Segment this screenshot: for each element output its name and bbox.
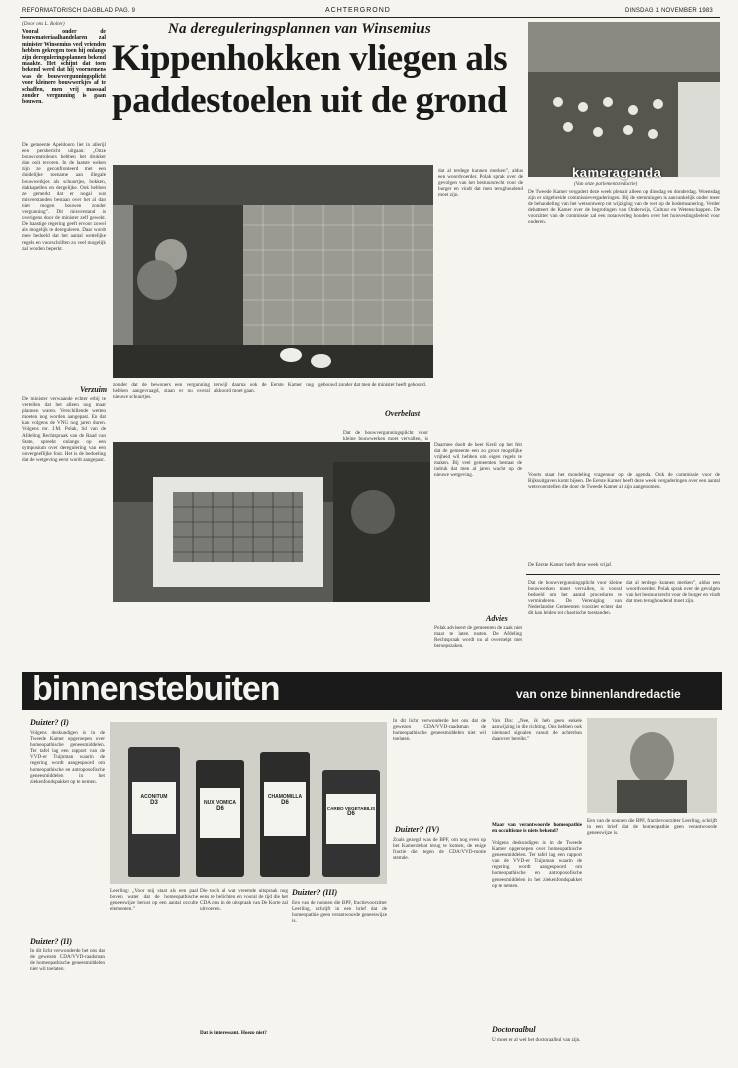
bottle-1-label: ACONITUM bbox=[140, 794, 168, 800]
section-body-6: U moet er al wel het doctoraalbul van zijn. bbox=[492, 1037, 581, 1043]
portrait-photo bbox=[587, 718, 717, 813]
headline-line-1: Kippenhokken vliegen als bbox=[112, 38, 508, 79]
section-question-2: Dat is interessant. Hoezo niet? bbox=[200, 1030, 267, 1036]
binnenstebuiten-title: binnenstebuiten bbox=[32, 670, 280, 708]
header-center: ACHTERGROND bbox=[325, 7, 391, 14]
binnenstebuiten-subtitle: van onze binnenlandredactie bbox=[516, 687, 681, 701]
section-body-1: Volgens deskundigen is in de Tweede Kamer opgeroepen over homeopathische geneesmiddelen. Ter tafel lag een rapport van de VVD-er Tuijnman waarin de regering wordt aangespoord om homeopathische en antroposofische geneesmiddelen in het ziekenfondspakket op te nemen. bbox=[30, 730, 105, 785]
photo-caption-3: gebouwd zonder dat men de minister heeft gehoord. bbox=[318, 382, 427, 388]
photo-caption-2: terwijl daarna ook de Eerste Kamer nog akkoord moet gaan. bbox=[214, 382, 314, 395]
headline-line-2: paddestoelen uit de grond bbox=[112, 80, 507, 121]
parliament-photo bbox=[528, 22, 720, 177]
bottle-1 bbox=[128, 747, 180, 877]
kicker: Na dereguleringsplannen van Winsemius bbox=[168, 21, 431, 37]
chicken-coop-photo bbox=[113, 165, 433, 378]
header-rule bbox=[20, 17, 720, 18]
section-body-4: Zoals gezegd was de BPF, om nog even op het Kamerdebat terug te komen, de enige fractie die tegen de CDA/VVD-motie stemde. bbox=[393, 837, 486, 862]
photo-caption-1: zonder dat de bewoners een vergunning hebben aangevraagd, staan er nu overal nieuwe schuurtjes. bbox=[113, 382, 210, 401]
photo-caption-4: Dat de bouwvergunningsplicht voor kleine bouwwerken moet vervallen, is bbox=[343, 430, 428, 443]
bottle-4-label: CARBO VEGETABILIS bbox=[326, 806, 376, 811]
binnenstebuiten-banner bbox=[22, 672, 722, 710]
subhead-verzuim: Verzuim bbox=[80, 385, 108, 394]
header-right: DINSDAG 1 NOVEMBER 1983 bbox=[625, 8, 713, 14]
bottle-2-label: NUX VOMICA bbox=[204, 800, 236, 806]
bottle-2-dose: D6 bbox=[216, 806, 224, 812]
bottle-2 bbox=[196, 760, 244, 877]
kameragenda-title: kameragenda bbox=[572, 165, 662, 180]
body-paragraph-6: Polak adviseert de gemeenten de zaak niet maar te laten rusten. De Afdeling Rechtspraak wordt nu al overstelpt met beroepszaken. bbox=[434, 625, 522, 650]
bottle-3-dose: D6 bbox=[281, 800, 289, 806]
column-continuation-2: dat al terdege kunnen merken”, aldus een woordvoerder. Polak sprak over de gevolgen van het bestuursrecht voor de burger en vindt dat men terughoudend moet zijn. bbox=[626, 580, 720, 605]
subhead-advies: Advies bbox=[486, 614, 508, 623]
bottle-4-dose: D6 bbox=[347, 811, 355, 817]
kameragenda-body-2: Voorts staat het mondeling vragenuur op de agenda. Ook de commissie voor de Rijksuitgaven komt bijeen. De Eerste Kamer heeft deze week vergaderingen over een aantal wetsvoorstellen die door de Tweede Kamer al zijn aangenomen. bbox=[528, 472, 720, 491]
portrait-illustration bbox=[587, 718, 717, 813]
section-heading-1: Duizter? (I) bbox=[30, 718, 69, 727]
rabbit-hutch-illustration bbox=[113, 442, 430, 602]
rabbit-hutch-photo bbox=[113, 442, 430, 602]
section-body-2: In dit licht verwonderde het ons dat de gewezen CDA/VVD-raadsman de homeopathische geneesmiddelen niet wil toelaten. bbox=[30, 948, 105, 973]
section-body-5: Van Dis: „Nee, ik heb geen enkele aanwijzing in die richting. Ons hebben ook niemand signalen vanuit de achterban daarover bereikt.” bbox=[492, 718, 582, 743]
bottle-4 bbox=[322, 770, 380, 877]
body-paragraph-4: dat al terdege kunnen merken”, aldus een woordvoerder. Polak sprak over de gevolgen van het bestuursrecht voor de burger en vindt dat men terughoudend moet zijn. bbox=[438, 168, 523, 199]
body-paragraph-2: De minister verwaande echter erbij te vertellen dat het alleen nog maar plannen waren. Verschillende wetten moeten nog worden aangepast. En dat kan volgens de VNG nog jaren duren. Volgens mr. J.M. Polak, lid van de Afdeling Rechtspraak van de Raad van State, spreekt onlangs op een symposium over deregulering van een onvergeeflijke fout. Het is de bedoeling dat de wetgeving eerst wordt aangepast. bbox=[22, 396, 106, 463]
section-body-8: Die toch al wat vreemde uitspraak nog eens te belichten en vooral de tijd die het CDA ons in de uitspraak van De Korte zal uitvoeren. bbox=[200, 888, 288, 913]
header-left: REFORMATORISCH DAGBLAD PAG. 9 bbox=[22, 8, 136, 14]
section-question: Maar van verantwoorde homeopathie en occultisme is niets bekend? bbox=[492, 822, 582, 835]
bottle-3 bbox=[260, 752, 310, 877]
body-paragraph-1: De gemeente Apeldoorn liet in allerijl een persbericht uitgaan: „Onze bouwcontroleurs hebben het drukker dan ooit tevoren. In de laatste weken zijn ze geconfronteerd met een duidelijke toename aan illegale bouwwerkjes als schuurtjes, hokken, dakkapellen en dergelijke. Ook hebben ze gemerkt dat er nogal wat misverstanden bestaan over het al dan niet mogen bouwen zonder vergunning”. Dit misverstand is overigens door de minister zelf gewekt. De haastige regering geeft ervoor zowel als mogelijk te dereguleren. Daar wordt mee bedoeld dat het aantal wettelijke regels en voorschriften zo veel mogelijk zal worden beperkt. bbox=[22, 142, 106, 252]
section-body-7: Leerling: „Voor mij staat als een paal boven water dat de homeopathische geneeswijze berust op een aantal occulte elementen.” bbox=[110, 888, 198, 913]
bottles-photo bbox=[110, 722, 387, 884]
body-paragraph-5: Daarmee doelt de heer Kreil op het feit dat de gemeente een zo groot mogelijke vrijheid wil hebben om eigen regels te maken. Bij veel gemeenten bestaat de indruk dat men al jaren wacht op de nieuwe wetgeving. bbox=[434, 442, 522, 479]
bottle-1-dose: D3 bbox=[150, 800, 158, 806]
lead-paragraph: Vooral onder de bouwmateriaalhandelaren zal minister Winsemius veel vrienden hebben gekregen toen hij onlangs zijn dereguleringsplannen bekend maakte. Het schijnt dat toen bekend werd dat hij voornemens was de bouwvergunningsplicht voor kleinere bouwwerkjes af te schaffen, men vrij massaal zonder vergunning is gaan bouwen. bbox=[22, 29, 106, 106]
chicken-coop-illustration bbox=[113, 165, 433, 378]
parliament-illustration bbox=[528, 22, 720, 177]
section-heading-2: Duizter? (II) bbox=[30, 937, 73, 946]
section-body-3: Een van de nonnen die BPF, fractievoorzitter Leerling, schrijft in een brief dat de homeopathie geen verantwoorde geneeswijze is. bbox=[292, 900, 387, 925]
section-body-4a: In dit licht verwonderde het ons dat de gewezen CDA/VVD-raadsman de homeopathische geneesmiddelen niet wil toelaten. bbox=[393, 718, 486, 743]
column-continuation-1: Dat de bouwvergunningsplicht voor kleine bouwwerken moet vervallen, is vooral bedoeld om het aantal procedures te verminderen. De Vereniging van Nederlandse Gemeenten voorziet echter dat dit kan leiden tot chaotische toestanden. bbox=[528, 580, 622, 617]
section-heading-4: Duizter? (IV) bbox=[395, 825, 440, 834]
kameragenda-body: De Tweede Kamer vergadert deze week plenair alleen op dinsdag en donderdag. Woensdag zijn er uitgebreide commissievergaderingen. Bij de stemmingen is aanvankelijk onder meer de behandeling van het wetsontwerp tot wijziging van de wet op de bodemsanering. Verder debatteert de Kamer over de begrotingen van Onderwijs, Cultuur en Wetenschappen. De voorzitter van de commissie zal een notaoverleg houden over het huisvestingsbeleid voor ouderen. bbox=[528, 189, 720, 226]
kameragenda-footer: De Eerste Kamer heeft deze week vrijaf. bbox=[528, 562, 613, 568]
kameragenda-rule bbox=[526, 574, 720, 575]
section-heading-3: Duizter? (III) bbox=[292, 888, 338, 897]
section-heading-5: Doctoraalbul bbox=[492, 1025, 536, 1034]
kameragenda-byline: (Van onze parlementsredactie) bbox=[574, 181, 638, 187]
bottle-3-label: CHAMOMILLA bbox=[267, 794, 303, 800]
section-body-5b: Volgens deskundigen is in de Tweede Kamer opgeroepen over homeopathische geneesmiddelen. Ter tafel lag een rapport van de VVD-er Tuijnman waarin de regering wordt aangespoord om homeopathische en antroposofische geneesmiddelen in het ziekenfondspakket op te nemen. bbox=[492, 840, 582, 889]
byline: (Door ons L. Bolier) bbox=[22, 21, 65, 27]
subhead-overbelast: Overbelast bbox=[385, 409, 421, 418]
section-body-right: Een van de nonnen die BPF, fractievoorzitter Leerling, schrijft in een brief dat de homeopathie geen verantwoorde geneeswijze is. bbox=[587, 818, 717, 837]
